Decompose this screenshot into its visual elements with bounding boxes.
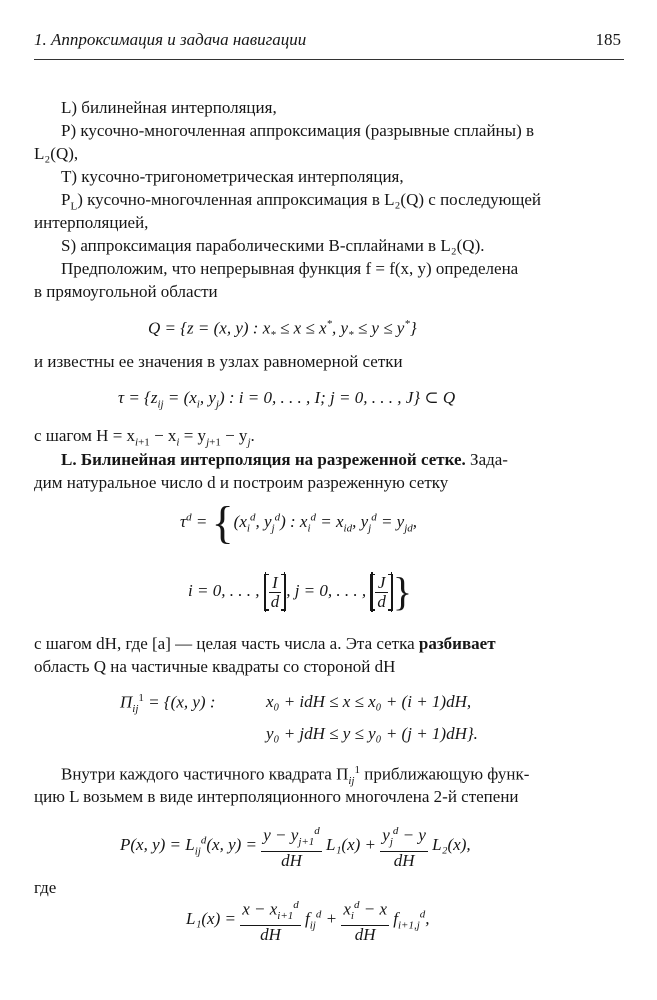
section-heading: L. Билинейная интерполяция на разреженной сетке.: [61, 450, 466, 469]
formula-sparse-grid-line1: $\tau^d = \{(x_i^d$, $y_j^d$) : $x_i^d = x_{id}$, $y_j^d = y_{jd}$,: [180, 497, 418, 548]
text-span: ) кусочно-многочленная аппроксимация в L₂(Q) с последующей: [77, 190, 542, 209]
formula-part: L₁(x) =: [186, 908, 236, 928]
formula-part: = x: [316, 511, 344, 531]
text-line: в прямоугольной области: [34, 282, 218, 301]
formula-part: i = 0, . . . ,: [188, 580, 260, 600]
formula-part: =: [191, 511, 212, 531]
left-brace: {: [211, 497, 234, 548]
formula-part: , y: [332, 318, 349, 338]
formula-p-bilinear: P(x, $y) = L_{ij}^d(x$, y) = $\frac{y - y_{j+1}^d}{dH}$ L₁(x) + $\frac{y_j^d - y}{dH}$ L₂(x),: [120, 822, 471, 870]
subscript: L: [70, 200, 78, 213]
formula-part: ) : x: [280, 511, 308, 531]
formula-part: dH: [354, 925, 376, 945]
text-span: − x: [149, 426, 177, 445]
formula-part: +: [321, 908, 342, 928]
page-number: 185: [595, 30, 621, 49]
text-span: Зада-: [465, 450, 508, 469]
text-span: с шагом dH, где [a] — целая часть числа a. Эта сетка: [34, 634, 415, 653]
formula-pi-square-cond1: x₀ + idH ≤ x ≤ x₀ + (i + 1)dH,: [266, 692, 472, 711]
text-span: Внутри каждого частичного квадрата Π: [61, 764, 349, 784]
text-line: и известны ее значения в узлах равномерной сетки: [34, 352, 403, 371]
right-brace: }: [392, 569, 413, 614]
formula-part: ) : i = 0, . . . , I; j = 0, . . . , J} ⊂ Q: [218, 388, 456, 407]
text-line: Предположим, что непрерывная функция f = f(x, y) определена: [61, 259, 519, 278]
formula-part: , y: [352, 511, 369, 531]
formula-tau-grid: $\tau = \{z_{ij} = (x_i$, $y_j$) : i = 0, . . . , I; j = 0, . . . , J} ⊂ Q: [118, 388, 456, 411]
formula-sparse-grid-line2: [188, 569, 413, 614]
formula-part: L₂(x),: [427, 834, 471, 854]
text-line: L₂(Q),: [34, 144, 79, 163]
text-line: S) аппроксимация параболическими B-сплайнами в L₂(Q).: [61, 236, 485, 255]
text-line: [34, 634, 496, 654]
formula-part: τ = {z: [118, 388, 158, 407]
floor-bracket: $\frac{J}{d}$: [370, 574, 393, 611]
formula-part: f: [300, 908, 310, 928]
formula-part: dH: [260, 925, 281, 945]
text-line: Внутри каждого частичного квадрата $\Pi_{ij}^1$ приближающую функ-: [61, 764, 530, 788]
formula-pi-square-line1: $\Pi_{ij}^1 = \{(x$, y) :: [120, 692, 216, 716]
formula-part: ≤ x ≤ x: [275, 318, 327, 338]
formula-part: y − y: [263, 825, 299, 845]
floor-bracket: $\frac{I}{d}$: [264, 574, 287, 611]
formula-part: = (x: [163, 388, 197, 407]
header-rule: [34, 59, 624, 60]
text-span: .: [250, 426, 255, 445]
text-line: T) кусочно-тригонометрическая интерполяция,: [61, 167, 404, 186]
formula-part: (x, y) =: [206, 834, 257, 854]
running-header-title: 1. Аппроксимация и задача навигации: [34, 30, 307, 49]
formula-part: Π: [120, 692, 133, 712]
text-line: цию L возьмем в виде интерполяционного многочлена 2-й степени: [34, 787, 519, 806]
formula-part: ,: [412, 511, 418, 531]
formula-part: = {(x, y) :: [143, 692, 216, 712]
text-line: P) кусочно-многочленная аппроксимация (разрывные сплайны) в: [61, 121, 535, 140]
formula-part: dH: [281, 851, 302, 871]
formula-part: = y: [376, 511, 405, 531]
formula-part: ≤ y ≤ y: [353, 318, 405, 338]
fraction: $\frac{x_i^d - x}{dH}$: [341, 896, 389, 944]
formula-part: − y: [398, 825, 426, 845]
text-span: с шагом H = x: [34, 426, 136, 445]
formula-part: L₁(x) +: [321, 834, 381, 854]
text-line: с шагом $H = x_{i+1} - x_i = y_{j+1} - y_j$.: [34, 426, 255, 449]
formula-part: }: [409, 318, 417, 338]
formula-part: (x: [233, 511, 247, 531]
formula-part: f: [389, 908, 398, 928]
fraction: $\frac{y - y_{j+1}^d}{dH}$: [261, 822, 322, 870]
text-line: дим натуральное число d и построим разреженную сетку: [34, 473, 449, 492]
formula-part: Q = {z = (x, y) : x: [148, 318, 271, 338]
text-span: − y: [220, 426, 248, 445]
formula-part: ,: [425, 908, 430, 928]
formula-part: , y: [199, 388, 216, 407]
formula-part: , j = 0, . . . ,: [286, 580, 367, 600]
text-line: область Q на частичные квадраты со стороной dH: [34, 657, 396, 676]
text-span: приближающую функ-: [359, 764, 530, 784]
bold-word: разбивает: [418, 634, 496, 653]
formula-part: P(x, y) = L: [120, 834, 195, 854]
formula-l1: L₁(x) = $\frac{x - x_{i+1}^d}{dH}$ $f_{ij}^d$ + $\frac{x_i^d - x}{dH}$ $f_{i+1,j}^d$,: [186, 896, 430, 944]
text-line: интерполяцией,: [34, 213, 149, 232]
formula-part: τ: [180, 511, 187, 531]
text-line: где: [34, 878, 57, 897]
text-line: [61, 190, 541, 212]
fraction: $\frac{y_j^d - y}{dH}$: [380, 822, 428, 870]
text-span: = y: [179, 426, 207, 445]
text-line: [61, 450, 508, 470]
formula-part: dH: [393, 851, 415, 871]
text-line: L) билинейная интерполяция,: [61, 98, 277, 117]
formula-q-domain: Q = {z = (x, y) : $x_* \le x \le x^*$, $y_* \le y \le y^*$}: [148, 318, 417, 342]
formula-part: x − x: [242, 899, 278, 919]
text-span: P: [61, 190, 71, 209]
formula-part: − x: [359, 899, 387, 919]
formula-part: , y: [255, 511, 272, 531]
formula-pi-square-cond2: y₀ + jdH ≤ y ≤ y₀ + (j + 1)dH}.: [266, 724, 478, 743]
fraction: $\frac{x - x_{i+1}^d}{dH}$: [240, 896, 301, 944]
